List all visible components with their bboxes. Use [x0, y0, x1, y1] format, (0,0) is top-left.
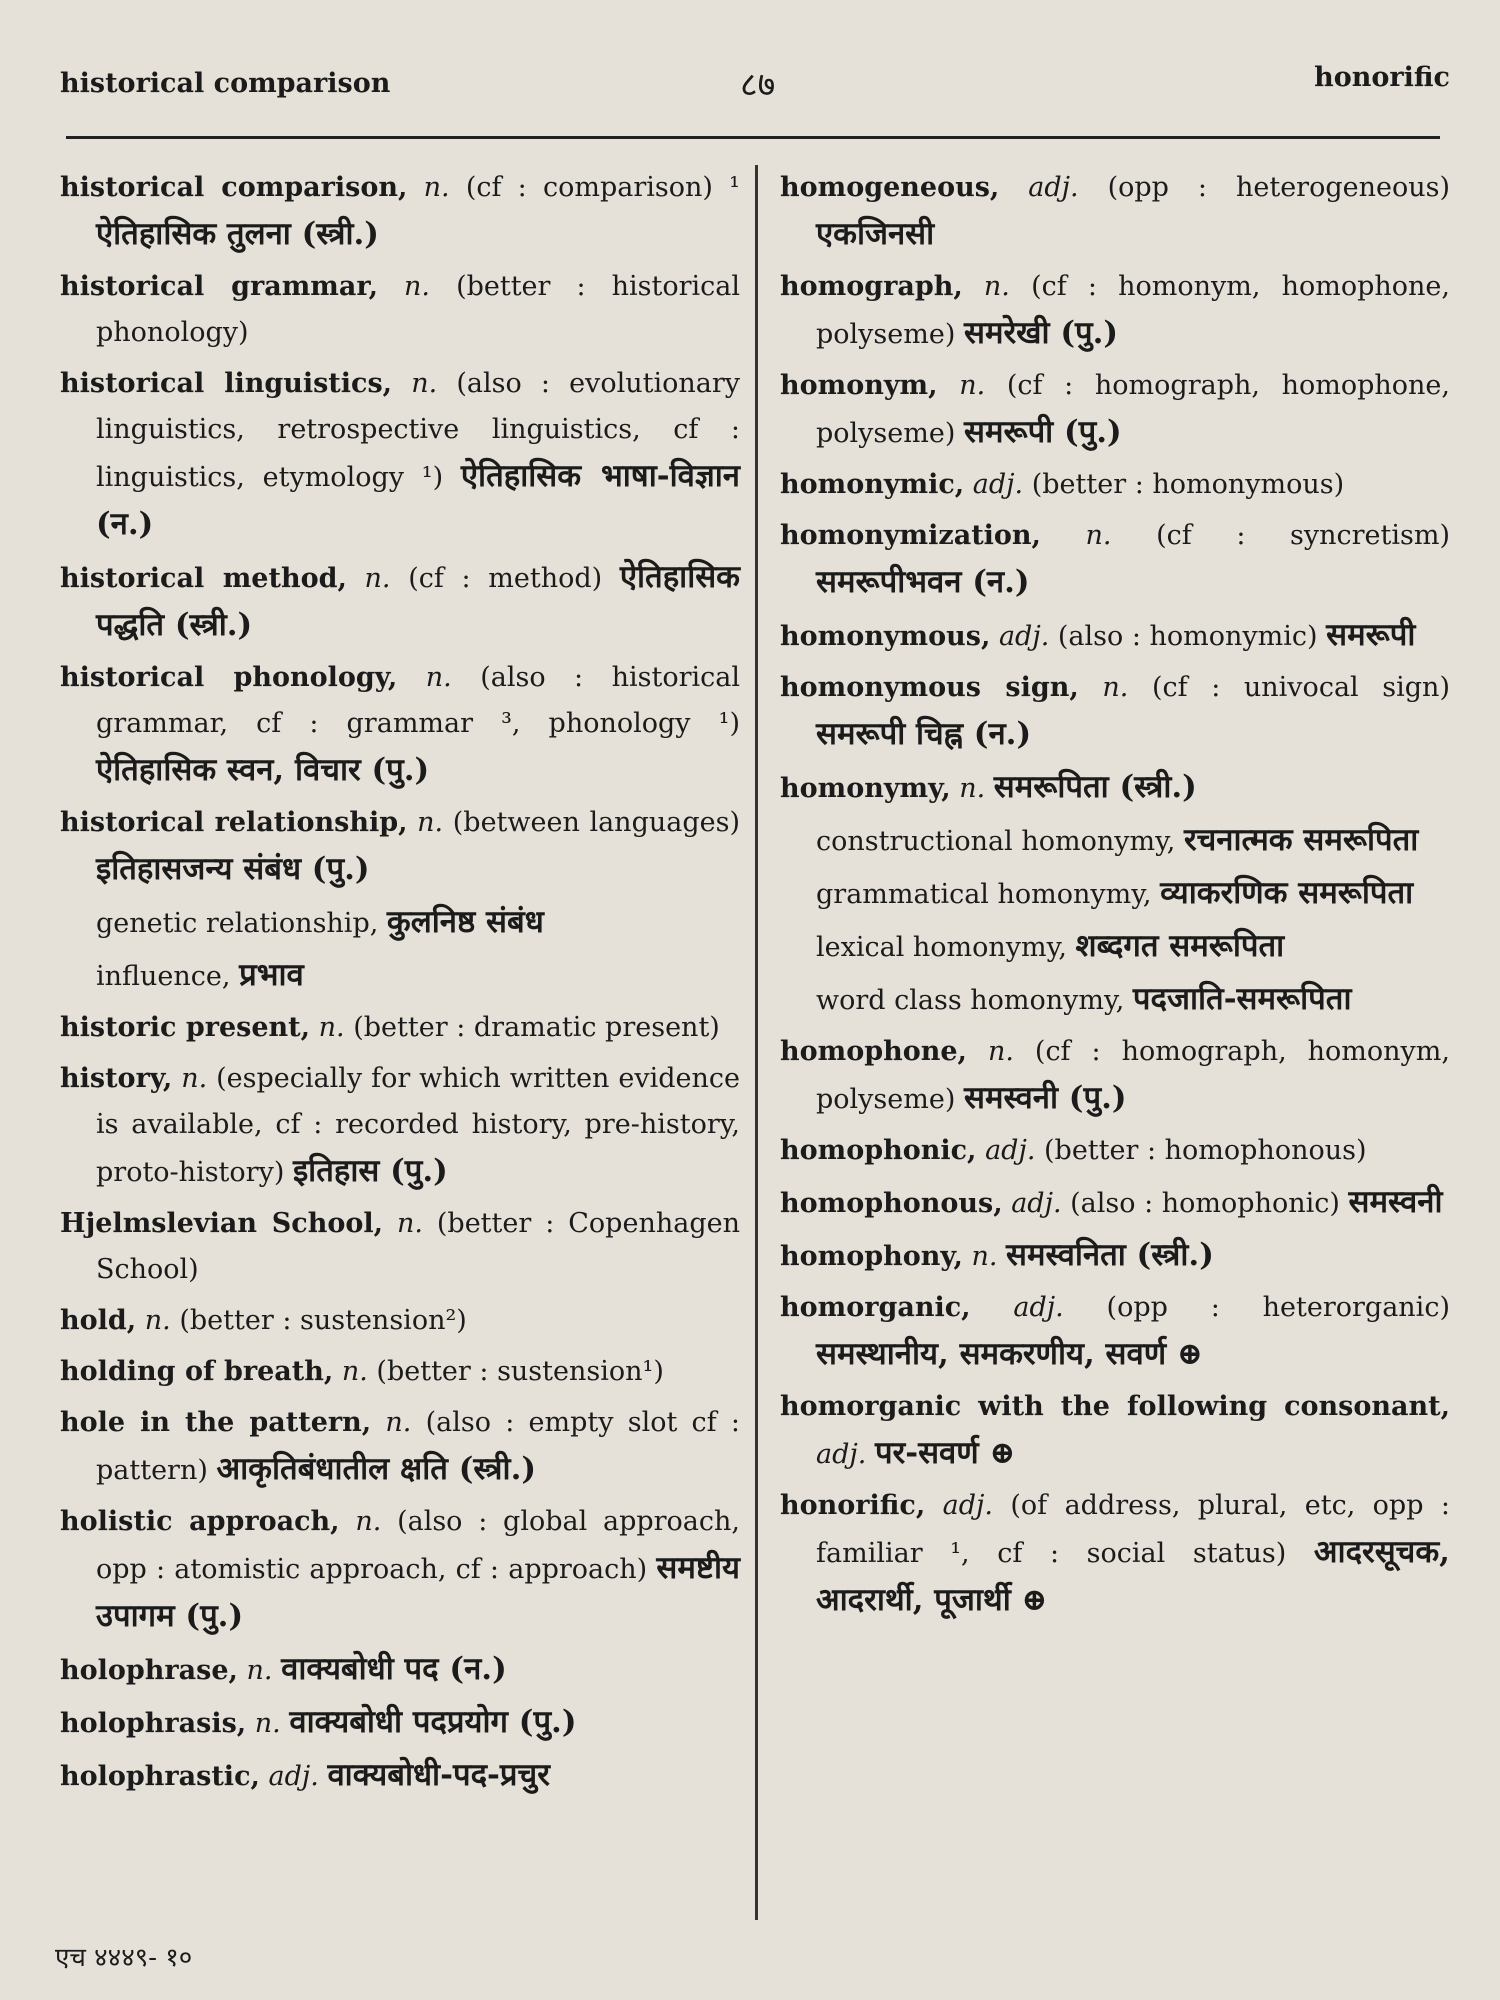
dictionary-entry: [780, 462, 1450, 508]
part-of-speech: n.: [364, 563, 391, 594]
devanagari-term: ऐतिहासिक पद्धति (स्त्री.): [96, 559, 740, 643]
headword: historical phonology,: [60, 662, 398, 693]
devanagari-term: ऐतिहासिक स्वन, विचार (पु.): [96, 752, 430, 788]
definition-note: (also : homonymic): [1057, 621, 1318, 652]
headword: historical method,: [60, 563, 347, 594]
dictionary-entry: [780, 1029, 1450, 1123]
dictionary-entry: [60, 800, 740, 894]
dictionary-entry: [780, 665, 1450, 759]
dictionary-entry: [780, 1483, 1450, 1625]
dictionary-entry: [60, 554, 740, 650]
part-of-speech: adj.: [972, 469, 1024, 500]
part-of-speech: n.: [318, 1012, 345, 1043]
part-of-speech: n.: [181, 1063, 208, 1094]
definition-note: (cf : comparison) ¹: [465, 172, 740, 203]
headword: homonym,: [780, 370, 938, 401]
devanagari-term: व्याकरणिक समरूपिता: [1160, 875, 1414, 911]
part-of-speech: n.: [411, 368, 438, 399]
dictionary-entry: [60, 1201, 740, 1293]
part-of-speech: adj.: [268, 1761, 319, 1792]
part-of-speech: n.: [341, 1356, 368, 1387]
headword: historical linguistics,: [60, 368, 393, 399]
devanagari-term: आदरसूचक, आदरार्थी, पूजार्थी ⊕: [816, 1534, 1450, 1618]
devanagari-term: समस्वनी (पु.): [963, 1080, 1127, 1116]
definition-note: (cf : homonym, homophone, polyseme): [816, 271, 1450, 350]
dictionary-entry: [60, 1499, 740, 1641]
devanagari-term: वाक्यबोधी पदप्रयोग (पु.): [289, 1704, 577, 1740]
devanagari-term: समरूपिता (स्त्री.): [993, 769, 1197, 805]
headword: historical comparison,: [60, 172, 408, 203]
devanagari-term: समरूपी चिह्न (न.): [816, 716, 1032, 752]
definition-note: (better : homophonous): [1044, 1135, 1367, 1166]
devanagari-term: समस्थानीय, समकरणीय, सवर्ण ⊕: [816, 1336, 1203, 1372]
dictionary-entry: [780, 764, 1450, 812]
part-of-speech: n.: [246, 1655, 273, 1686]
devanagari-term: पदजाति-समरूपिता: [1132, 981, 1352, 1017]
dictionary-entry: [60, 1699, 740, 1747]
devanagari-term: समरूपीभवन (न.): [816, 564, 1030, 600]
part-of-speech: n.: [423, 172, 450, 203]
headword: historic present,: [60, 1012, 311, 1043]
column-divider: [755, 165, 758, 1920]
definition-note: genetic relationship,: [96, 908, 379, 939]
devanagari-term: शब्दगत समरूपिता: [1075, 928, 1285, 964]
part-of-speech: n.: [983, 271, 1010, 302]
dictionary-entry: [780, 165, 1450, 259]
devanagari-term: कुलनिष्ठ संबंध: [386, 904, 544, 940]
dictionary-entry: [780, 976, 1450, 1024]
devanagari-term: समरेखी (पु.): [963, 315, 1119, 351]
headword: homorganic with the following consonant,: [780, 1391, 1450, 1422]
definition-note: (also : empty slot cf : pattern): [96, 1407, 740, 1486]
dictionary-entry: [780, 1128, 1450, 1174]
part-of-speech: adj.: [942, 1490, 993, 1521]
headword: holistic approach,: [60, 1506, 340, 1537]
headword: homonymization,: [780, 520, 1041, 551]
dictionary-entry: [780, 1179, 1450, 1227]
dictionary-entry: [780, 1285, 1450, 1379]
dictionary-entry: [60, 1752, 740, 1800]
headword: homophony,: [780, 1241, 963, 1272]
dictionary-entry: [780, 817, 1450, 865]
left-column: [60, 165, 740, 1805]
definition-note: (better : historical phonology): [96, 271, 740, 348]
definition-note: (opp : heterogeneous): [1107, 172, 1450, 203]
headword: homophonic,: [780, 1135, 977, 1166]
page-number: ८७: [740, 65, 776, 105]
headword: holophrasis,: [60, 1708, 247, 1739]
dictionary-entry: [60, 1056, 740, 1196]
part-of-speech: n.: [417, 807, 444, 838]
dictionary-entry: [60, 1005, 740, 1051]
definition-note: (better : sustension¹): [376, 1356, 664, 1387]
headword: homonymous sign,: [780, 672, 1079, 703]
headword: historical relationship,: [60, 807, 408, 838]
part-of-speech: n.: [425, 662, 452, 693]
headword: honorific,: [780, 1490, 926, 1521]
headword: hold,: [60, 1305, 137, 1336]
definition-note: (better : homonymous): [1031, 469, 1345, 500]
dictionary-entry: [60, 1400, 740, 1494]
devanagari-term: एकजिनसी: [816, 216, 935, 252]
definition-note: (opp : heterorganic): [1106, 1292, 1450, 1323]
part-of-speech: adj.: [998, 621, 1050, 652]
part-of-speech: n.: [385, 1407, 412, 1438]
part-of-speech: n.: [987, 1036, 1014, 1067]
part-of-speech: n.: [254, 1708, 281, 1739]
definition-note: (cf : homograph, homonym, polyseme): [816, 1036, 1450, 1115]
headword: historical grammar,: [60, 271, 378, 302]
definition-note: (cf : syncretism): [1156, 520, 1450, 551]
devanagari-term: आकृतिबंधातील क्षति (स्त्री.): [216, 1451, 537, 1487]
right-column: [780, 165, 1450, 1630]
dictionary-entry: [60, 361, 740, 549]
devanagari-term: समरूपी (पु.): [963, 414, 1122, 450]
part-of-speech: n.: [959, 370, 986, 401]
part-of-speech: n.: [396, 1208, 423, 1239]
dictionary-entry: [60, 1646, 740, 1694]
part-of-speech: adj.: [1011, 1188, 1062, 1219]
dictionary-entry: [780, 923, 1450, 971]
definition-note: (cf : homograph, homophone, polyseme): [816, 370, 1450, 449]
devanagari-term: इतिहासजन्य संबंध (पु.): [96, 851, 370, 887]
devanagari-term: समरूपी: [1326, 617, 1416, 653]
part-of-speech: n.: [404, 271, 431, 302]
dictionary-entry: [780, 264, 1450, 358]
devanagari-term: समष्टीय उपागम (पु.): [96, 1550, 740, 1634]
running-head-right: honorific: [1314, 62, 1450, 93]
dictionary-entry: [780, 363, 1450, 457]
definition-note: lexical homonymy,: [816, 932, 1067, 963]
headword: homophonous,: [780, 1188, 1003, 1219]
part-of-speech: n.: [1085, 520, 1112, 551]
dictionary-entry: [60, 1298, 740, 1344]
part-of-speech: n.: [144, 1305, 171, 1336]
definition-note: (cf : univocal sign): [1151, 672, 1450, 703]
dictionary-entry: [60, 264, 740, 356]
headword: homophone,: [780, 1036, 967, 1067]
definition-note: (also : historical grammar, cf : grammar ³, phonology ¹): [96, 662, 740, 739]
part-of-speech: adj.: [1013, 1292, 1064, 1323]
part-of-speech: adj.: [985, 1135, 1036, 1166]
part-of-speech: n.: [355, 1506, 382, 1537]
definition-note: (better : Copenhagen School): [96, 1208, 740, 1285]
definition-note: word class homonymy,: [816, 985, 1125, 1016]
headword: homorganic,: [780, 1292, 971, 1323]
definition-note: influence,: [96, 961, 231, 992]
definition-note: (better : dramatic present): [353, 1012, 720, 1043]
definition-note: (of address, plural, etc, opp : familiar ¹, cf : social status): [816, 1490, 1450, 1569]
headword: holophrase,: [60, 1655, 238, 1686]
devanagari-term: ऐतिहासिक तुलना (स्त्री.): [96, 216, 379, 252]
definition-note: grammatical homonymy,: [816, 879, 1152, 910]
devanagari-term: पर-सवर्ण ⊕: [874, 1435, 1016, 1471]
running-head-left: historical comparison: [60, 68, 391, 99]
dictionary-entry: [60, 165, 740, 259]
definition-note: (better : sustension²): [179, 1305, 467, 1336]
part-of-speech: adj.: [1028, 172, 1079, 203]
dictionary-entry: [60, 1349, 740, 1395]
devanagari-term: इतिहास (पु.): [292, 1153, 448, 1189]
page-header: [60, 60, 1450, 120]
headword: history,: [60, 1063, 173, 1094]
headword: homonymy,: [780, 773, 951, 804]
devanagari-term: वाक्यबोधी-पद-प्रचुर: [327, 1757, 550, 1793]
definition-note: (especially for which written evidence is available, cf : recorded history, pre-history, proto-history): [96, 1063, 740, 1188]
definition-note: (cf : method): [408, 563, 603, 594]
headword: homonymous,: [780, 621, 991, 652]
dictionary-entry: [780, 1232, 1450, 1280]
devanagari-term: समस्वनिता (स्त्री.): [1006, 1237, 1214, 1273]
headword: homonymic,: [780, 469, 965, 500]
definition-note: (also : homophonic): [1070, 1188, 1340, 1219]
dictionary-entry: [780, 870, 1450, 918]
dictionary-entry: [60, 952, 740, 1000]
devanagari-term: ऐतिहासिक भाषा-विज्ञान (न.): [96, 458, 740, 542]
header-rule: [66, 136, 1440, 139]
headword: hole in the pattern,: [60, 1407, 372, 1438]
devanagari-term: प्रभाव: [239, 957, 304, 993]
part-of-speech: n.: [959, 773, 986, 804]
headword: holophrastic,: [60, 1761, 260, 1792]
dictionary-entry: [780, 1384, 1450, 1478]
headword: homogeneous,: [780, 172, 1000, 203]
devanagari-term: रचनात्मक समरूपिता: [1183, 822, 1419, 858]
dictionary-entry: [60, 655, 740, 795]
dictionary-entry: [780, 612, 1450, 660]
headword: homograph,: [780, 271, 963, 302]
definition-note: (between languages): [452, 807, 740, 838]
headword: Hjelmslevian School,: [60, 1208, 383, 1239]
dictionary-entry: [780, 513, 1450, 607]
part-of-speech: n.: [1102, 672, 1129, 703]
devanagari-term: समस्वनी: [1348, 1184, 1443, 1220]
dictionary-entry: [60, 899, 740, 947]
definition-note: (also : global approach, opp : atomistic approach, cf : approach): [96, 1506, 740, 1585]
part-of-speech: adj.: [816, 1439, 867, 1470]
definition-note: constructional homonymy,: [816, 826, 1176, 857]
headword: holding of breath,: [60, 1356, 334, 1387]
devanagari-term: वाक्यबोधी पद (न.): [281, 1651, 507, 1687]
definition-note: (also : evolutionary linguistics, retrospective linguistics, cf : linguistics, etymology ¹): [96, 368, 740, 493]
part-of-speech: n.: [971, 1241, 998, 1272]
footer-code: एच ४४४९- १०: [55, 1943, 193, 1973]
